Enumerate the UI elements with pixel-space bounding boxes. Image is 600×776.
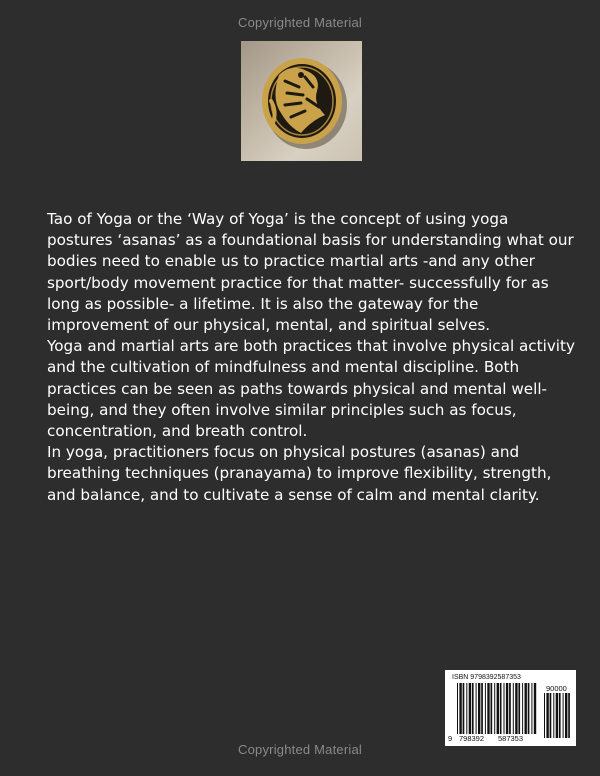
paragraph-tao-of-yoga: Tao of Yoga or the ‘Way of Yoga’ is the concept of using yoga postures ‘asanas’ as a foundational basis for understanding what our bodies need to enable us to practice martial arts -and any other sport/body movement practice for that matter- successfully for as long as possible- a lifetime. It is also the gateway for the improvement of our physical, mental, and spiritual selves.	[47, 210, 574, 335]
price-code: 90000	[546, 684, 567, 693]
copyright-watermark-bottom: Copyrighted Material	[238, 742, 362, 757]
barcode-digit-lead: 9	[448, 734, 453, 743]
shotokan-tiger-icon	[241, 41, 362, 161]
isbn-label: ISBN 9798392587353	[452, 674, 521, 681]
tiger-emblem-photo	[241, 41, 362, 161]
barcode-digits-right: 587353	[498, 734, 524, 743]
back-cover-description	[47, 209, 577, 506]
barcode-digits-left: 798392	[459, 734, 485, 743]
paragraph-yoga-practice: In yoga, practitioners focus on physical postures (asanas) and breathing techniques (pranayama) to improve flexibility, strength, and balance, and to cultivate a sense of calm and mental clarity.	[47, 443, 552, 504]
paragraph-yoga-martial-arts: Yoga and martial arts are both practices that involve physical activity and the cultivation of mindfulness and mental discipline. Both practices can be seen as paths towards physical and mental well-being, and they often involve similar principles such as focus, concentration, and breath control.	[47, 337, 575, 441]
isbn-barcode	[445, 670, 576, 746]
copyright-watermark-top: Copyrighted Material	[238, 15, 362, 30]
